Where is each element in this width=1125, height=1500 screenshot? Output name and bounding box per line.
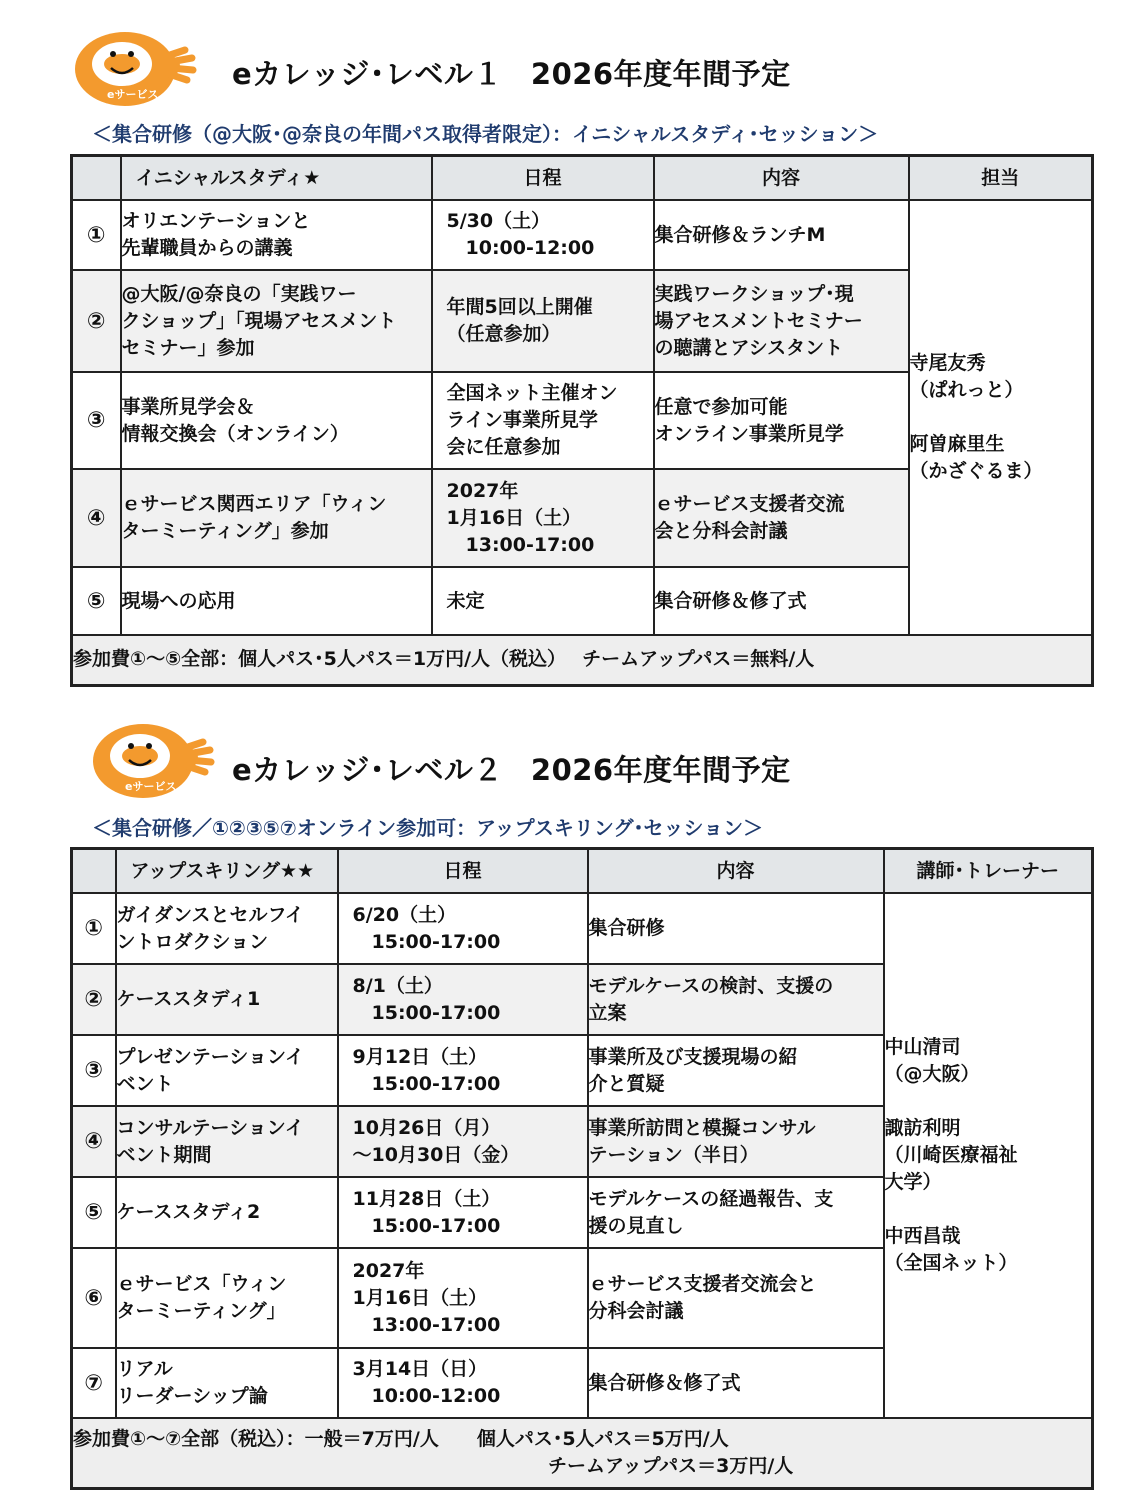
row-content: モデルケースの検討、支援の 立案 — [588, 964, 884, 1035]
staff-cell: 中山清司 （@大阪） 諏訪利明 （川崎医療福祉 大学） 中西昌哉 （全国ネット） — [884, 893, 1093, 1418]
row-title: ケーススタディ2 — [116, 1177, 338, 1248]
header-date: 日程 — [338, 849, 588, 894]
row-content: 事業所訪問と模擬コンサル テーション（半日） — [588, 1106, 884, 1177]
row-title: ケーススタディ1 — [116, 964, 338, 1035]
level2-section — [0, 715, 1125, 1500]
eservice-logo-icon — [85, 720, 219, 802]
fee-text: 参加費①～⑦全部（税込）：一般＝7万円/人 個人パス･5人パス＝5万円/人 チームアップパス＝3万円/人 — [72, 1418, 1093, 1488]
row-date: 10月26日（月） ～10月30日（金） — [338, 1106, 588, 1177]
row-title: ｅサービス「ウィン ターミーティング」 — [116, 1248, 338, 1348]
fee-text: 参加費①～⑤全部：個人パス･5人パス＝1万円/人（税込） チームアップパス＝無料/人 — [72, 635, 1093, 685]
row-number: ③ — [72, 372, 121, 469]
row-number: ⑦ — [72, 1348, 116, 1418]
table-row — [72, 200, 1093, 270]
row-number: ① — [72, 893, 116, 964]
header-content: 内容 — [588, 849, 884, 894]
row-content: モデルケースの経過報告、支 援の見直し — [588, 1177, 884, 1248]
page-title: eカレッジ･レベル１ 2026年度年間予定 — [232, 57, 791, 91]
row-date: 2027年 1月16日（土） 13:00-17:00 — [338, 1248, 588, 1348]
row-number: ④ — [72, 1106, 116, 1177]
header-num — [72, 156, 121, 201]
row-date: 2027年 1月16日（土） 13:00-17:00 — [432, 469, 654, 567]
row-title: リアル リーダーシップ論 — [116, 1348, 338, 1418]
header-staff: 講師･トレーナー — [884, 849, 1093, 894]
row-date: 未定 — [432, 567, 654, 635]
fee-row — [72, 635, 1093, 685]
row-content: 集合研修＆ランチM — [654, 200, 909, 270]
header-title: アップスキリング★★ — [116, 849, 338, 894]
svg-text:eサービス: eサービス — [125, 780, 177, 793]
row-content: 事業所及び支援現場の紹 介と質疑 — [588, 1035, 884, 1106]
row-number: ⑥ — [72, 1248, 116, 1348]
header-staff: 担当 — [909, 156, 1093, 201]
row-title: オリエンテーションと 先輩職員からの講義 — [121, 200, 432, 270]
row-number: ① — [72, 200, 121, 270]
eservice-logo — [85, 720, 219, 802]
row-content: ｅサービス支援者交流 会と分科会討議 — [654, 469, 909, 567]
row-content: 実践ワークショップ･現 場アセスメントセミナー の聴講とアシスタント — [654, 270, 909, 372]
schedule-table — [70, 154, 1094, 687]
row-content: 集合研修＆修了式 — [654, 567, 909, 635]
row-date: 11月28日（土） 15:00-17:00 — [338, 1177, 588, 1248]
row-title: ｅサービス関西エリア「ウィン ターミーティング」参加 — [121, 469, 432, 567]
table-header-row — [72, 849, 1093, 894]
header-title: イニシャルスタディ★ — [121, 156, 432, 201]
row-title: 事業所見学会＆ 情報交換会（オンライン） — [121, 372, 432, 469]
row-title: ガイダンスとセルフイ ントロダクション — [116, 893, 338, 964]
row-title: コンサルテーションイ ベント期間 — [116, 1106, 338, 1177]
table-row — [72, 893, 1093, 964]
row-number: ② — [72, 270, 121, 372]
eservice-logo-icon — [67, 28, 201, 110]
staff-cell: 寺尾友秀 （ぱれっと） 阿曽麻里生 （かざぐるま） — [909, 200, 1093, 635]
svg-text:eサービス: eサービス — [107, 88, 159, 101]
row-date: 年間5回以上開催 （任意参加） — [432, 270, 654, 372]
row-content: 集合研修 — [588, 893, 884, 964]
schedule-table — [70, 847, 1094, 1490]
row-title: 現場への応用 — [121, 567, 432, 635]
eservice-logo — [67, 28, 201, 110]
row-number: ② — [72, 964, 116, 1035]
header-num — [72, 849, 116, 894]
row-number: ④ — [72, 469, 121, 567]
row-number: ③ — [72, 1035, 116, 1106]
fee-row — [72, 1418, 1093, 1488]
row-content: 集合研修＆修了式 — [588, 1348, 884, 1418]
row-date: 6/20（土） 15:00-17:00 — [338, 893, 588, 964]
row-date: 8/1（土） 15:00-17:00 — [338, 964, 588, 1035]
level1-section — [0, 0, 1125, 700]
row-date: 全国ネット主催オン ライン事業所見学 会に任意参加 — [432, 372, 654, 469]
row-date: 9月12日（土） 15:00-17:00 — [338, 1035, 588, 1106]
row-number: ⑤ — [72, 1177, 116, 1248]
row-date: 3月14日（日） 10:00-12:00 — [338, 1348, 588, 1418]
page-title: eカレッジ･レベル２ 2026年度年間予定 — [232, 753, 791, 787]
header-date: 日程 — [432, 156, 654, 201]
row-content: 任意で参加可能 オンライン事業所見学 — [654, 372, 909, 469]
section-subtitle: ＜集合研修／①②③⑤⑦オンライン参加可：アップスキリング･セッション＞ — [92, 816, 764, 840]
header-content: 内容 — [654, 156, 909, 201]
row-number: ⑤ — [72, 567, 121, 635]
row-title: @大阪/@奈良の「実践ワー クショップ」「現場アセスメント セミナー」参加 — [121, 270, 432, 372]
row-title: プレゼンテーションイ ベント — [116, 1035, 338, 1106]
table-header-row — [72, 156, 1093, 201]
row-date: 5/30（土） 10:00-12:00 — [432, 200, 654, 270]
row-content: ｅサービス支援者交流会と 分科会討議 — [588, 1248, 884, 1348]
section-subtitle: ＜集合研修（@大阪･@奈良の年間パス取得者限定）：イニシャルスタディ･セッション＞ — [92, 122, 879, 146]
